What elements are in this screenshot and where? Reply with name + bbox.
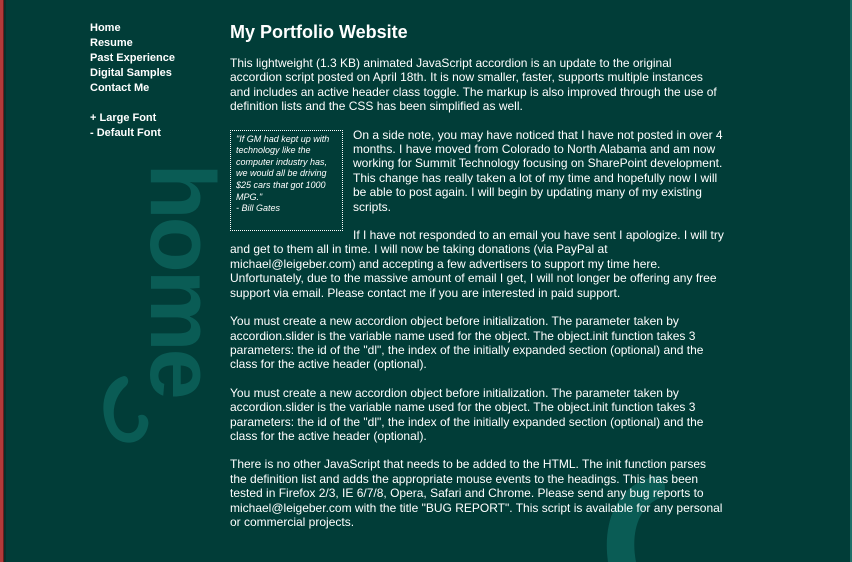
content-paragraph-1: This lightweight (1.3 KB) animated JavaScript accordion is an update to the original accordion script posted on April 18th. It is now smaller, faster, supports multiple instances and includes an active header class toggle. The markup is also improved through the use of definition lists and the CSS has been simplified as well. (230, 56, 717, 114)
content-paragraph-6: There is no other JavaScript that needs to be added to the HTML. The init function parses the definition list and adds the appropriate mouse events to the headings. This has been tested in Firefox 2/3, IE 6/7/8, Opera, Safari and Chrome. Please send any bug reports to michael@leigeber.com with the title "BUG REPORT". This script is available for any personal or commercial projects. (230, 457, 723, 529)
quote-text: "If GM had kept up with technology like the computer industry has, we would all be driving $25 cars that got 1000 MPG." (236, 133, 330, 202)
nav-past-experience-link[interactable]: Past Experience (90, 52, 175, 64)
content-paragraph-3: If I have not responded to an email you have sent I apologize. I will try and get to them all in time. I will now be taking donations (via PayPal at michael@leigeber.com) and accepting a few advertisers to support my time here. Unfortunately, due to the massive amount of email I get, I will not longer be offering any free support via email. Please contact me if you are interested in paid support. (230, 228, 724, 300)
default-font-link[interactable]: - Default Font (90, 127, 161, 139)
left-edge-stripe (0, 0, 6, 562)
main-content (230, 20, 726, 543)
content-paragraph-4: You must create a new accordion object before initialization. The parameter taken by accordion.slider is the variable name used for the object. The object.init function takes 3 parameters: the id of the "dl", the index of the initially expanded section (optional) and the class for the active header (optional). (230, 314, 704, 372)
large-font-link[interactable]: + Large Font (90, 112, 157, 124)
quote-author: - Bill Gates (236, 203, 281, 214)
font-size-controls (90, 111, 161, 141)
swirl-logo-icon (96, 372, 152, 452)
quote-box (230, 130, 343, 231)
home-watermark: home (131, 163, 233, 397)
main-nav (90, 21, 200, 96)
content-paragraph-5: You must create a new accordion object before initialization. The parameter taken by accordion.slider is the variable name used for the object. The object.init function takes 3 parameters: the id of the "dl", the index of the initially expanded section (optional) and the class for the active header (optional). (230, 385, 704, 443)
nav-digital-samples-link[interactable]: Digital Samples (90, 67, 172, 79)
page-title: My Portfolio Website (230, 22, 408, 42)
nav-home-link[interactable]: Home (90, 22, 121, 34)
nav-contact-me-link[interactable]: Contact Me (90, 82, 150, 94)
content-paragraph-2: On a side note, you may have noticed that I have not posted in over 4 months. I have moved from Colorado to North Alabama and am now working for Summit Technology focusing on SharePoint development. This change has really taken a lot of my time and hopefully now I will be able to post again. I will begin by updating many of my existing scripts. (353, 127, 723, 214)
nav-resume-link[interactable]: Resume (90, 37, 133, 49)
